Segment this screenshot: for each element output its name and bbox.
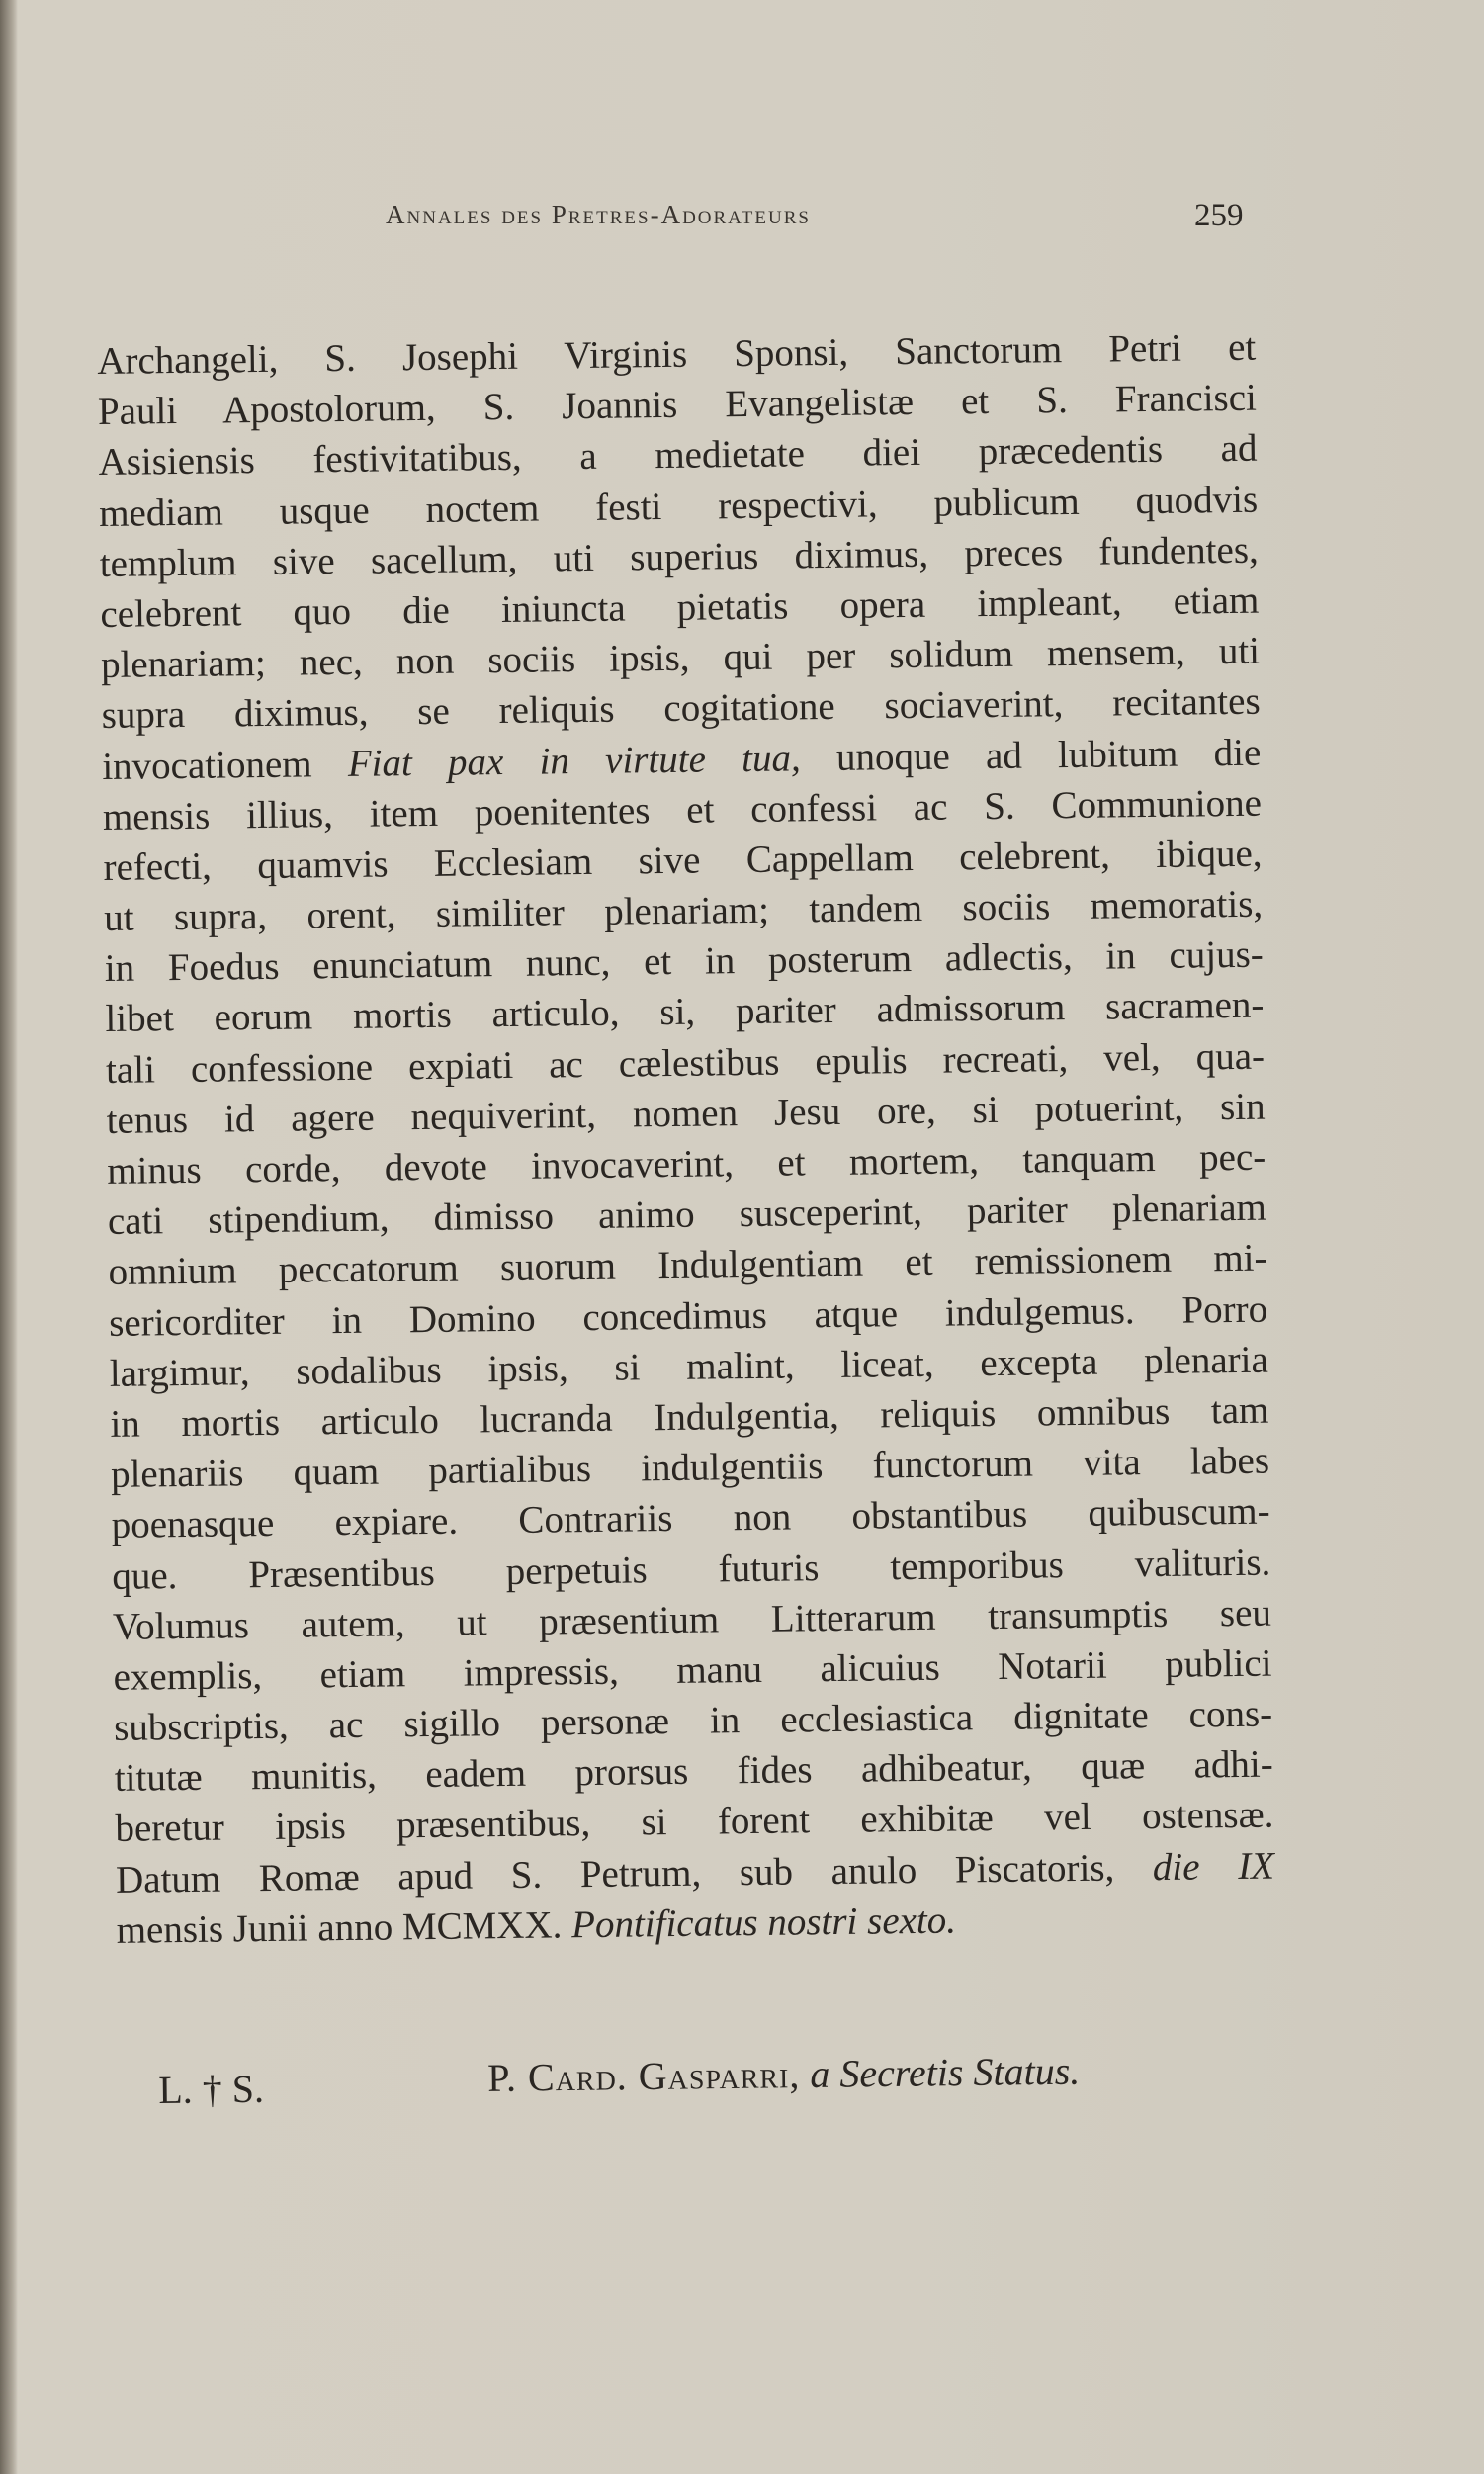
text-line: Archangeli, S. Josephi Virginis Sponsi, Sanctorum Petri et (97, 325, 1257, 383)
signature-block (158, 2048, 1206, 2112)
text-segment: mensis Junii anno MCMXX. (116, 1903, 572, 1952)
text-line: cati stipendium, dimisso animo susceperint, pariter plenariam (107, 1186, 1267, 1244)
text-line: ut supra, orent, similiter plenariam; tandem sociis memoratis, (103, 882, 1264, 940)
text-line: tali confessione expiati ac cælestibus epulis recreati, vel, qua- (105, 1034, 1266, 1092)
signatory-title: a Secretis Status. (810, 2048, 1081, 2096)
italic-invocation: Fiat pax in virtute tua, (347, 736, 801, 785)
body-paragraph (97, 322, 1275, 1956)
text-line: sericorditer in Domino concedimus atque indulgemus. Porro (108, 1287, 1268, 1345)
text-line: libet eorum mortis articulo, si, pariter admissorum sacramen- (105, 984, 1265, 1041)
signatory-name: P. Card. Gasparri, (486, 2052, 801, 2100)
page-number: 259 (1194, 198, 1244, 233)
text-line: Pauli Apostolorum, S. Joannis Evangelistæ et S. Francisci (97, 376, 1258, 434)
text-line: beretur ipsis præsentibus, si forent exhibitæ vel ostensæ. (115, 1794, 1274, 1851)
text-line: in Foedus enunciatum nunc, et in posterum adlectis, in cujus- (104, 932, 1264, 991)
text-line: Asisiensis festivitatibus, a medietate diei præcedentis ad (98, 427, 1258, 485)
text-line: exemplis, etiam impressis, manu alicuius Notarii publici (113, 1641, 1272, 1699)
text-line: refecti, quamvis Ecclesiam sive Cappellam celebrent, ibique, (103, 832, 1263, 889)
text-line: tenus id agere nequiverint, nomen Jesu ore, si potuerint, sin (106, 1085, 1266, 1142)
text-line: plenariam; nec, non sociis ipsis, qui per solidum mensem, uti (100, 629, 1261, 687)
text-line: subscriptis, ac sigillo personæ in ecclesiastica dignitate cons- (113, 1692, 1273, 1749)
text-line: Volumus autem, ut præsentium Litterarum transumptis seu (112, 1591, 1272, 1648)
italic-pontificate: Pontificatus nostri sexto. (570, 1899, 957, 1947)
text-line: poenasque expiare. Contrariis non obstantibus quibuscum- (111, 1489, 1270, 1547)
text-line: celebrent quo die iniuncta pietatis opera impleant, etiam (100, 578, 1260, 636)
seal-mark: L. † S. (158, 2066, 265, 2112)
italic-date: die IX (1152, 1844, 1275, 1889)
text-segment: invocationem (102, 742, 349, 788)
page-gutter-shadow (0, 0, 18, 2474)
text-line: mediam usque noctem festi respectivi, publicum quodvis (98, 478, 1259, 535)
text-line: templum sive sacellum, uti superius diximus, preces fundentes, (99, 528, 1259, 585)
text-line: que. Præsentibus perpetuis futuris temporibus valituris. (112, 1541, 1271, 1598)
text-line: mensis illius, item poenitentes et confessi ac S. Communione (102, 781, 1263, 839)
text-line: minus corde, devote invocaverint, et mortem, tanquam pec- (107, 1135, 1266, 1193)
text-line: in mortis articulo lucranda Indulgentia, reliquis omnibus tam (110, 1388, 1269, 1446)
running-header-title: Annales des Pretres-Adorateurs (386, 200, 811, 229)
text-line: omnium peccatorum suorum Indulgentiam et remissionem mi- (108, 1236, 1267, 1294)
text-line: largimur, sodalibus ipsis, si malint, liceat, excepta plenaria (109, 1338, 1268, 1395)
text-segment: Datum Romæ apud S. Petrum, sub anulo Piscatoris, (115, 1845, 1154, 1901)
text-segment: unoque ad lubitum die (800, 731, 1262, 779)
signatory (487, 2048, 1081, 2101)
text-line: supra diximus, se reliquis cogitatione sociaverint, recitantes (101, 679, 1261, 738)
text-line: titutæ munitis, eadem prorsus fides adhibeatur, quæ adhi- (114, 1742, 1273, 1801)
text-line: plenariis quam partialibus indulgentiis functorum vita labes (110, 1439, 1270, 1497)
